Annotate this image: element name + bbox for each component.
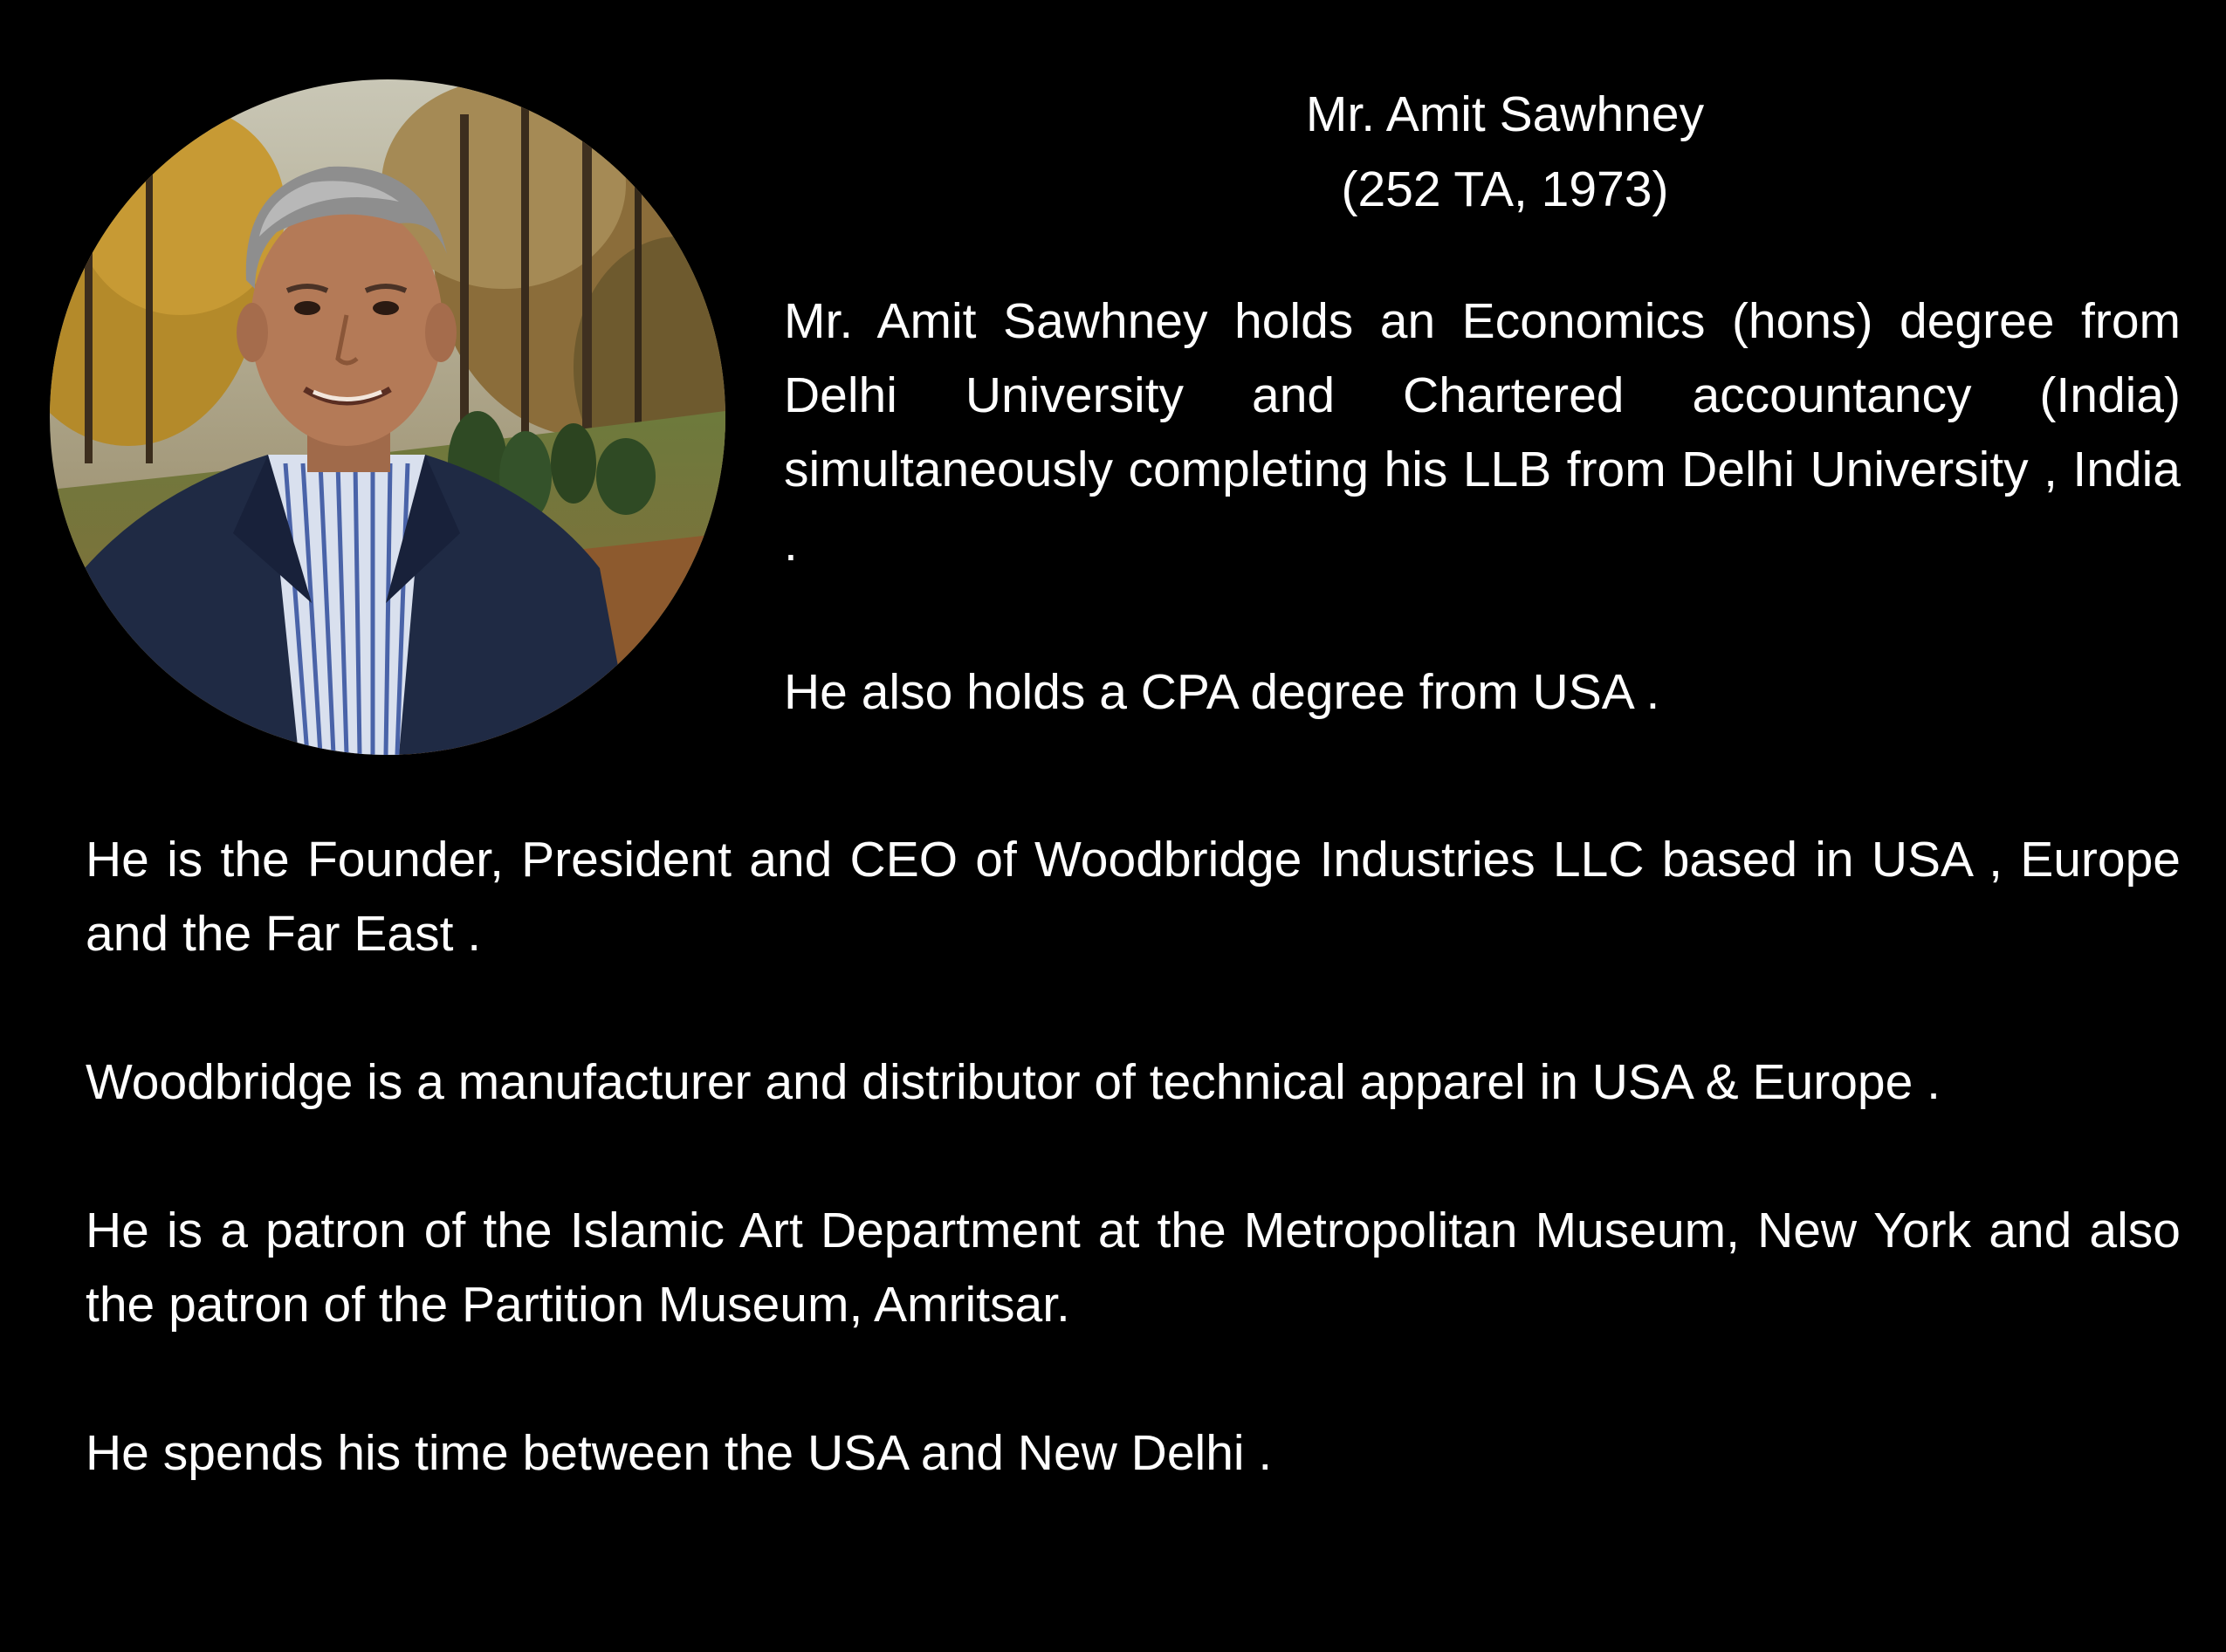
batch-info: (252 TA, 1973): [1341, 161, 1669, 217]
bio-career: [86, 823, 2181, 1491]
bio-paragraph: He is a patron of the Islamic Art Department at the Metropolitan Museum, New York and also the patron of the Partition Museum, Amritsar.: [86, 1203, 2181, 1333]
bio-paragraph: He also holds a CPA degree from USA .: [784, 664, 1660, 720]
bio-paragraph: He is the Founder, President and CEO of Woodbridge Industries LLC based in USA , Europe and the Far East .: [86, 832, 2181, 962]
profile-header: [784, 77, 2226, 227]
bio-paragraph: He spends his time between the USA and New Delhi .: [86, 1425, 1273, 1481]
bio-education: [784, 284, 2181, 730]
profile-photo: [50, 79, 725, 755]
bio-paragraph: Mr. Amit Sawhney holds an Economics (hons) degree from Delhi University and Chartered accountancy (India) simultaneously completing his LLB from Delhi University , India .: [784, 293, 2181, 572]
person-name: Mr. Amit Sawhney: [1305, 86, 1705, 142]
portrait-illustration: [50, 79, 725, 755]
bio-paragraph: Woodbridge is a manufacturer and distributor of technical apparel in USA & Europe .: [86, 1054, 1941, 1110]
